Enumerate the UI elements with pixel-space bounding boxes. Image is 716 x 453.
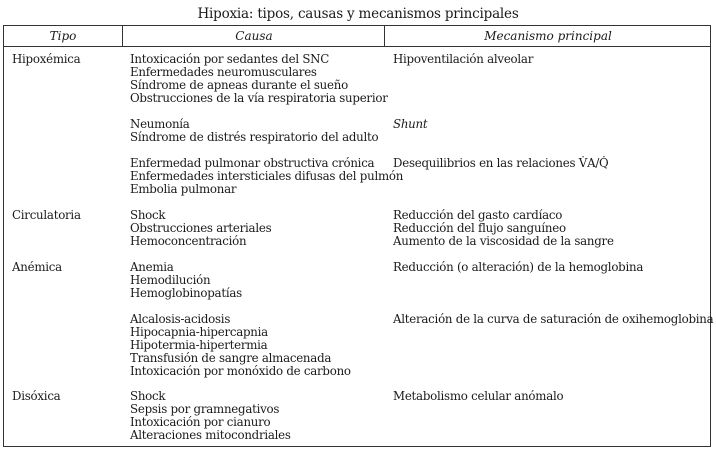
mechanism-item: Aumento de la viscosidad de la sangre <box>393 234 614 248</box>
mechanism-item: Hipoventilación alveolar <box>393 52 534 66</box>
cause-item: Intoxicación por cianuro <box>130 415 271 429</box>
cause-item: Hipocapnia-hipercapnia <box>130 325 268 339</box>
cause-item: Hemoconcentración <box>130 234 247 248</box>
cause-list <box>130 313 385 378</box>
cause-item: Hemoglobinopatías <box>130 286 242 300</box>
cause-item: Sepsis por gramnegativos <box>130 402 280 416</box>
mechanism-list <box>393 118 708 131</box>
header-tipo: Tipo <box>49 29 77 43</box>
cause-item: Anemia <box>130 260 174 274</box>
row-tipo: Anémica <box>12 260 62 274</box>
hypoxia-table <box>3 25 714 447</box>
cause-item: Hipotermia-hipertermia <box>130 338 268 352</box>
cause-item: Enfermedades intersticiales difusas del pulmón <box>130 169 404 183</box>
cause-item: Obstrucciones de la vía respiratoria superior <box>130 91 388 105</box>
cause-item: Intoxicación por monóxido de carbono <box>130 364 351 378</box>
cause-item: Alteraciones mitocondriales <box>130 428 291 442</box>
cause-list <box>130 156 404 196</box>
table-header <box>4 26 710 47</box>
cause-list <box>130 390 385 442</box>
header-mecanismo: Mecanismo principal <box>384 26 711 46</box>
cause-list <box>130 261 385 300</box>
cause-item: Enfermedades neuromusculares <box>130 65 317 79</box>
cause-item: Obstrucciones arteriales <box>130 221 272 235</box>
mechanism-item: Shunt <box>393 117 428 131</box>
mechanism-list <box>393 390 708 403</box>
cause-list <box>130 209 385 248</box>
cause-item: Síndrome de apneas durante el sueño <box>130 78 348 92</box>
table-title: Hipoxia: tipos, causas y mecanismos principales <box>197 6 519 22</box>
cause-item: Intoxicación por sedantes del SNC <box>130 52 330 66</box>
mechanism-item: Reducción del flujo sanguíneo <box>393 221 566 235</box>
cause-item: Shock <box>130 208 166 222</box>
cause-list <box>130 118 385 144</box>
cause-item: Hemodilución <box>130 273 211 287</box>
mechanism-item: Metabolismo celular anómalo <box>393 389 564 403</box>
mechanism-list <box>393 312 714 326</box>
mechanism-list <box>393 209 708 248</box>
mechanism-list <box>393 53 708 66</box>
mechanism-list <box>393 157 708 170</box>
row-tipo: Hipoxémica <box>12 52 81 66</box>
cause-item: Transfusión de sangre almacenada <box>130 351 332 365</box>
cause-item: Síndrome de distrés respiratorio del adulto <box>130 130 379 144</box>
mechanism-item: Reducción (o alteración) de la hemoglobina <box>393 260 644 274</box>
cause-item: Neumonía <box>130 117 190 131</box>
row-tipo: Circulatoria <box>12 208 81 222</box>
mechanism-item: Desequilibrios en las relaciones V̇A/Q̇ <box>393 156 609 170</box>
mechanism-item: Alteración de la curva de saturación de oxihemoglobina <box>393 312 714 326</box>
cause-item: Shock <box>130 389 166 403</box>
cause-item: Enfermedad pulmonar obstructiva crónica <box>130 156 375 170</box>
mechanism-item: Reducción del gasto cardíaco <box>393 208 563 222</box>
header-causa: Causa <box>122 26 385 46</box>
mechanism-list <box>393 261 708 274</box>
cause-list <box>130 52 388 105</box>
row-tipo: Disóxica <box>12 389 61 403</box>
cause-item: Alcalosis-acidosis <box>130 312 231 326</box>
cause-item: Embolia pulmonar <box>130 182 237 196</box>
